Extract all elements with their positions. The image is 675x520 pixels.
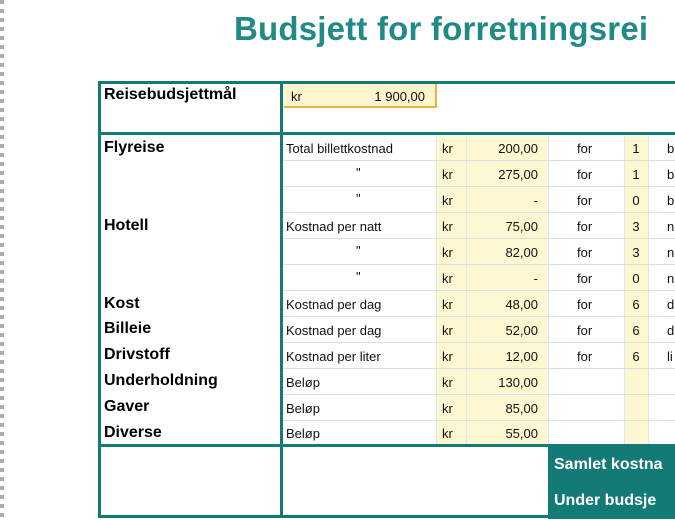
category-kost: Kost (104, 295, 140, 312)
row-amount[interactable]: 48,00 (505, 297, 538, 312)
row-for: for (577, 219, 593, 234)
row-description[interactable]: " (356, 165, 361, 180)
row-amount[interactable]: - (533, 193, 538, 208)
row-line (283, 264, 675, 265)
category-flyreise: Flyreise (104, 139, 165, 156)
row-line (283, 238, 675, 239)
row-line (283, 420, 675, 421)
row-unit: n (667, 271, 675, 286)
row-description[interactable]: Kostnad per liter (286, 349, 381, 364)
row-currency: kr (442, 193, 453, 208)
row-description[interactable]: Beløp (286, 375, 320, 390)
frame-top (98, 81, 675, 84)
target-amount[interactable]: 1 900,00 (374, 89, 425, 104)
row-line (283, 316, 675, 317)
row-currency: kr (442, 271, 453, 286)
row-line (283, 342, 675, 343)
row-currency: kr (442, 219, 453, 234)
row-for: for (577, 245, 593, 260)
frame-left (98, 81, 101, 518)
category-drivstoff: Drivstoff (104, 346, 170, 363)
row-unit: b (667, 193, 675, 208)
row-unit: n (667, 245, 675, 260)
under-budget-label: Under budsje (548, 483, 675, 519)
row-line (283, 394, 675, 395)
row-qty[interactable]: 1 (632, 141, 640, 156)
row-unit: d (667, 323, 675, 338)
category-billeie: Billeie (104, 320, 152, 337)
row-qty[interactable]: 0 (632, 193, 640, 208)
row-line (283, 186, 675, 187)
row-description[interactable]: " (356, 243, 361, 258)
row-unit: n (667, 219, 675, 234)
row-description[interactable]: Total billettkostnad (286, 141, 393, 156)
row-qty[interactable]: 6 (632, 297, 640, 312)
row-qty[interactable]: 0 (632, 271, 640, 286)
row-unit: d (667, 297, 675, 312)
row-description[interactable]: Beløp (286, 401, 320, 416)
total-cost-label: Samlet kostna (548, 447, 675, 483)
row-for: for (577, 323, 593, 338)
page-title: Budsjett for forretningsrei (234, 10, 649, 47)
row-description[interactable]: " (356, 191, 361, 206)
row-for: for (577, 167, 593, 182)
category-diverse: Diverse (104, 424, 162, 441)
row-unit: b (667, 167, 675, 182)
row-unit: b (667, 141, 675, 156)
row-amount[interactable]: 200,00 (498, 141, 538, 156)
row-amount[interactable]: - (533, 271, 538, 286)
row-description[interactable]: Kostnad per dag (286, 323, 382, 338)
row-amount[interactable]: 12,00 (505, 349, 538, 364)
row-qty[interactable]: 6 (632, 323, 640, 338)
frame-middle (280, 81, 283, 518)
row-for: for (577, 271, 593, 286)
row-currency: kr (442, 323, 453, 338)
row-currency: kr (442, 401, 453, 416)
row-amount[interactable]: 275,00 (498, 167, 538, 182)
row-currency: kr (442, 375, 453, 390)
row-currency: kr (442, 297, 453, 312)
row-qty[interactable]: 6 (632, 349, 640, 364)
row-for: for (577, 193, 593, 208)
row-amount[interactable]: 85,00 (505, 401, 538, 416)
row-amount[interactable]: 55,00 (505, 426, 538, 441)
row-currency: kr (442, 426, 453, 441)
row-qty[interactable]: 3 (632, 245, 640, 260)
row-line (283, 160, 675, 161)
row-currency: kr (442, 349, 453, 364)
row-amount[interactable]: 52,00 (505, 323, 538, 338)
row-for: for (577, 297, 593, 312)
row-for: for (577, 349, 593, 364)
row-line (283, 212, 675, 213)
row-line (283, 290, 675, 291)
row-amount[interactable]: 82,00 (505, 245, 538, 260)
target-label: Reisebudsjettmål (104, 86, 237, 103)
row-description[interactable]: Kostnad per dag (286, 297, 382, 312)
row-unit: li (667, 349, 673, 364)
row-currency: kr (442, 167, 453, 182)
category-gaver: Gaver (104, 398, 150, 415)
row-currency: kr (442, 245, 453, 260)
row-for: for (577, 141, 593, 156)
row-amount[interactable]: 75,00 (505, 219, 538, 234)
row-description[interactable]: Beløp (286, 426, 320, 441)
row-qty[interactable]: 3 (632, 219, 640, 234)
row-description[interactable]: " (356, 269, 361, 284)
row-amount[interactable]: 130,00 (498, 375, 538, 390)
target-currency: kr (291, 89, 302, 104)
category-hotell: Hotell (104, 217, 149, 234)
row-description[interactable]: Kostnad per natt (286, 219, 382, 234)
frame-header-divider (98, 132, 675, 135)
row-line (283, 368, 675, 369)
row-currency: kr (442, 141, 453, 156)
category-underholdning: Underholdning (104, 372, 218, 389)
page-margin (0, 0, 4, 520)
row-qty[interactable]: 1 (632, 167, 640, 182)
